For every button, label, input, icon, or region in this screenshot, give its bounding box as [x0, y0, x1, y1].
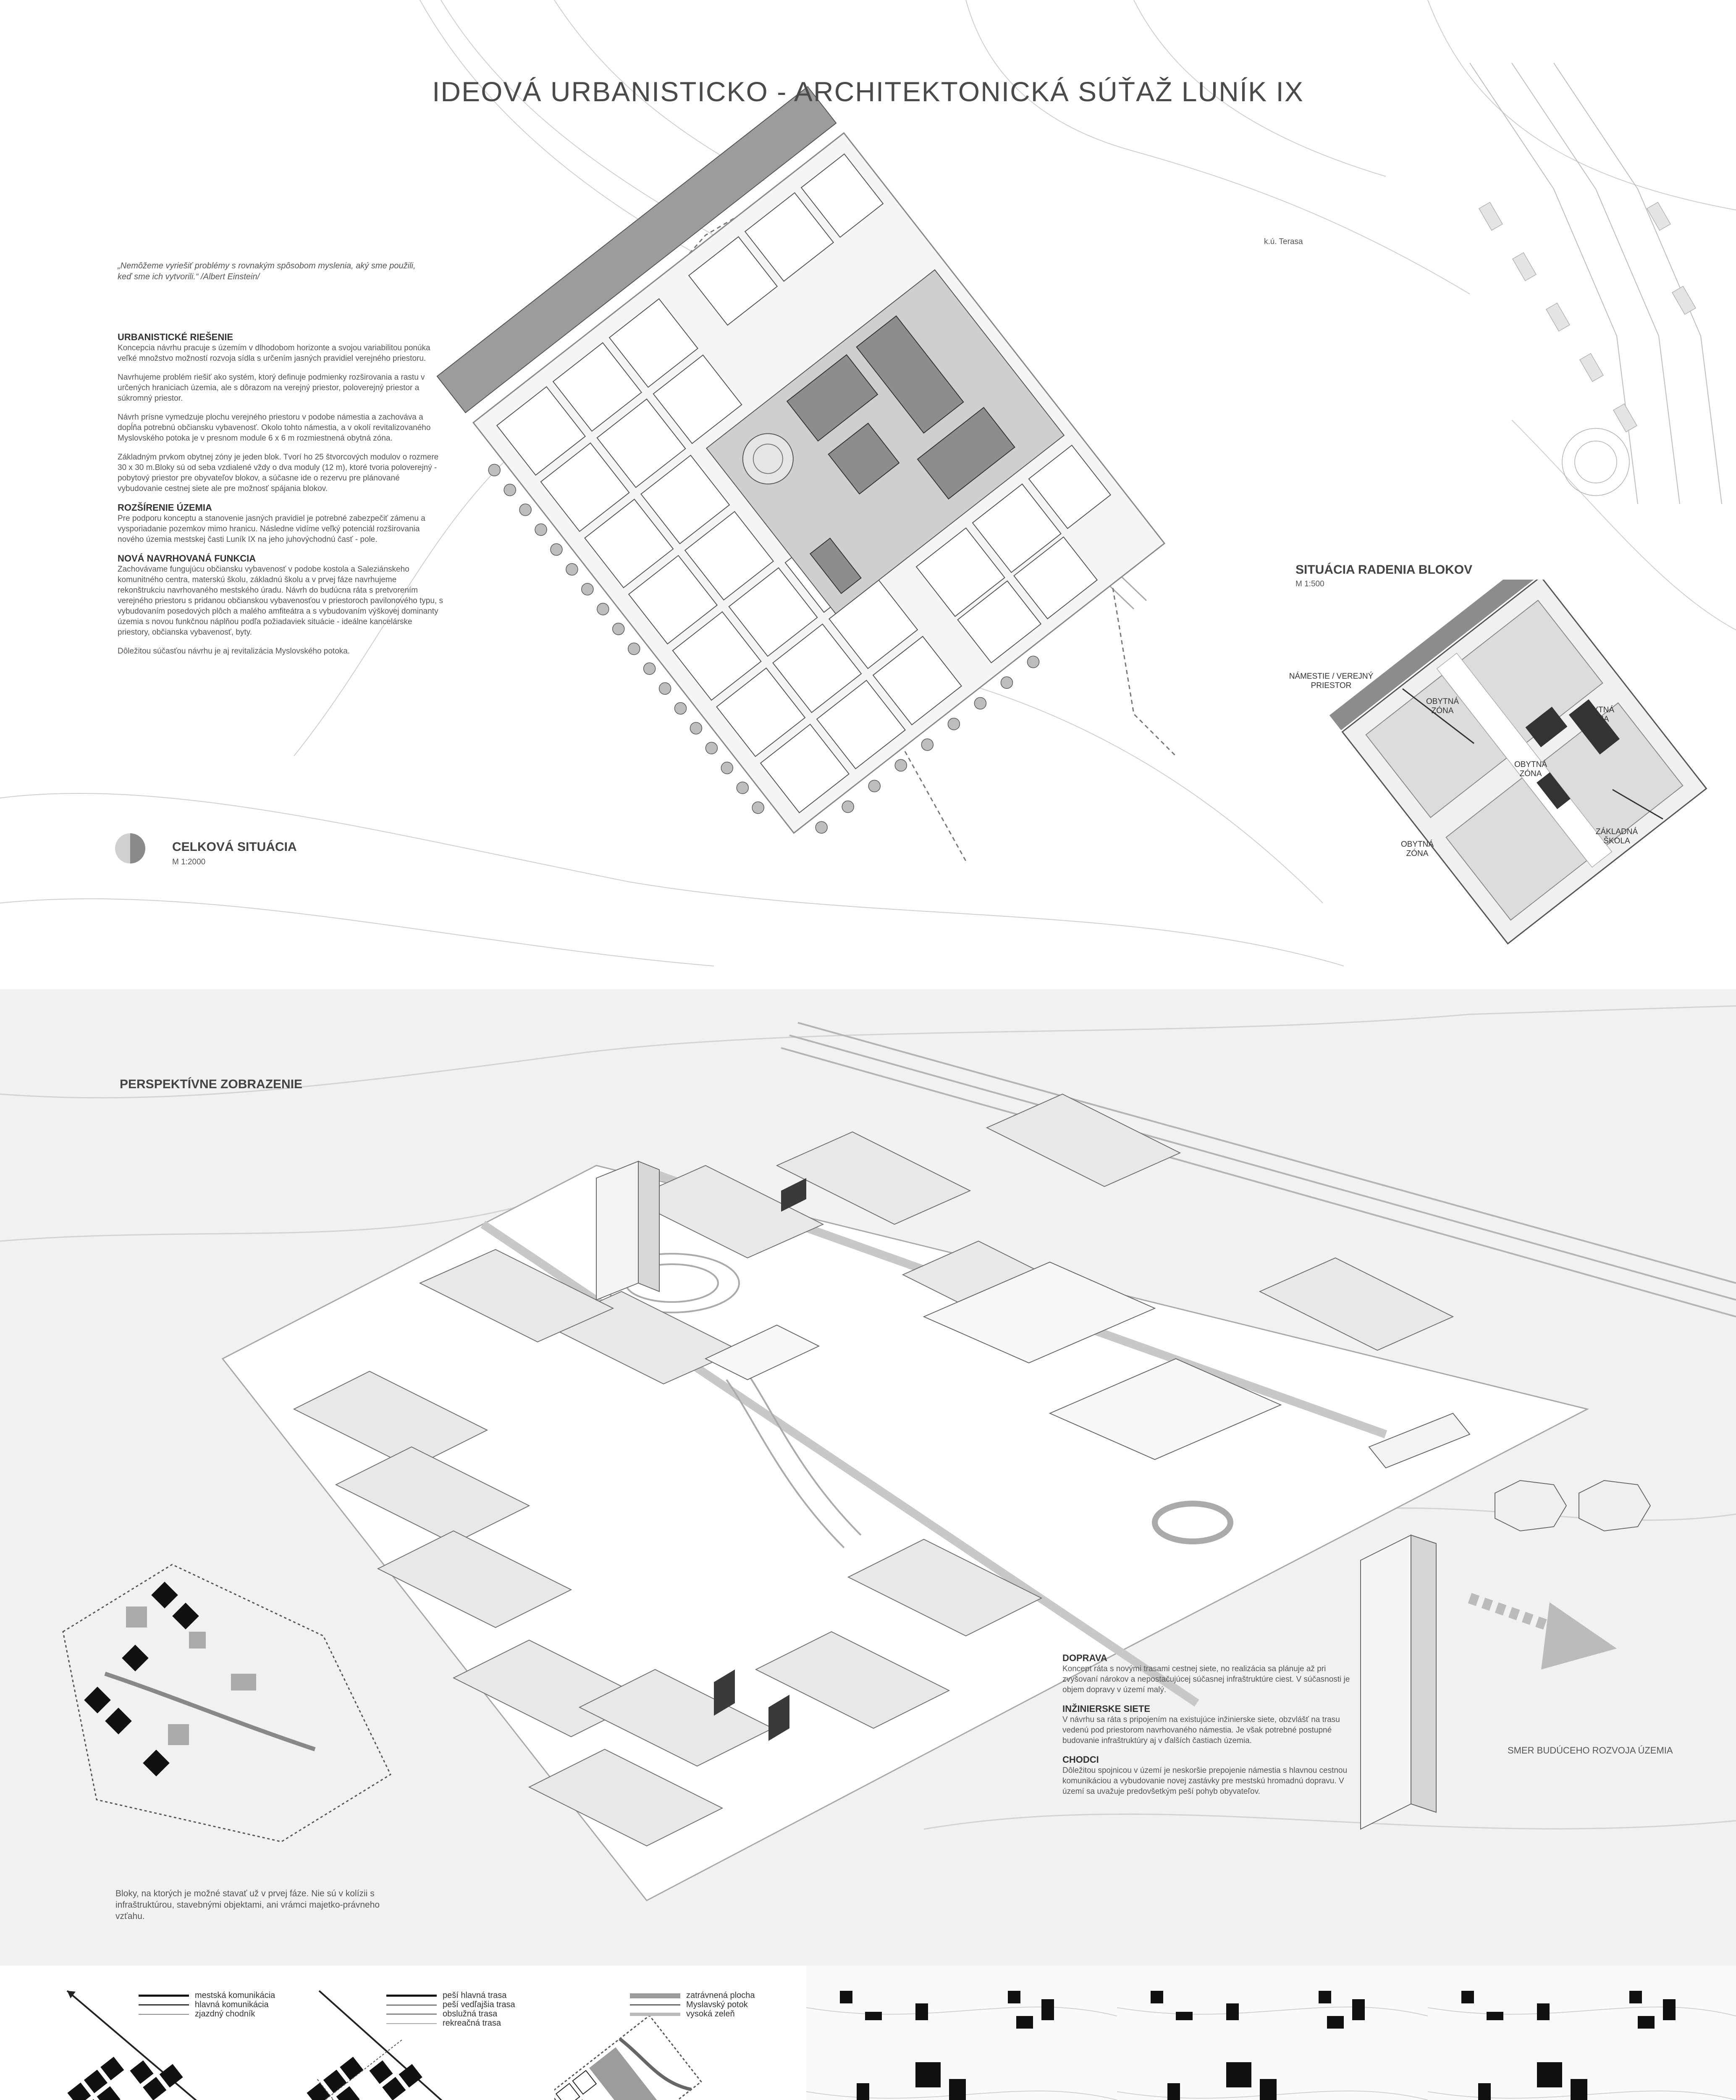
north-arrow-icon — [113, 832, 147, 865]
site-plan-scale: M 1:2000 — [172, 858, 206, 866]
funkcia-p1: Zachovávame fungujúcu občiansku vybavenosť v podobe kostola a Saleziánskeho komunitného centra, materskú školu, základnú školu a v prvej fáze navrhujeme rekonštrukciu navrhovaného mestského úradu. Návrh do budúcna ráta s pretvorením verejného priestoru s pridanou občianskou vybavenosťou v priestoroch pavilonového typu, s vybudovaním posedových plôch a malého amfiteátra a s vybudovaním výškovej dominanty územia s novou funkčnou náplňou podľa požiadaviek situácie - ideálne kancelárske priestory, občianska vybavenosť, byty. — [118, 565, 443, 637]
funkcia-p2: Dôležitou súčasťou návrhu je aj revitalizácia Myslovského potoka. — [118, 647, 350, 656]
block-plan-label: SITUÁCIA RADENIA BLOKOV — [1295, 563, 1473, 577]
annotation-school: ZÁKLADNÁ ŠKOLA — [1595, 827, 1638, 845]
annotation-zone-3: OBYTNÁ ZÓNA — [1400, 840, 1434, 858]
site-plan-label: CELKOVÁ SITUÁCIA — [172, 840, 297, 854]
legend-mestska: mestská komunikácia — [195, 1991, 275, 2000]
perspective-render — [0, 989, 1736, 1966]
top-band — [0, 0, 1736, 989]
diagram-band — [0, 1966, 1736, 2100]
urbanisticke-heading: URBANISTICKÉ RIEŠENIE — [118, 332, 233, 342]
phase-maps — [806, 1966, 1736, 2100]
legend-zelen: vysoká zeleň — [686, 2009, 735, 2019]
annotation-zone-2: OBYTNÁ ZÓNA — [1581, 706, 1615, 724]
chodci-heading: CHODCI — [1062, 1754, 1099, 1765]
urbanisticke-p3: Návrh prísne vymedzuje plochu verejného priestoru v podobe námestia a zachováva a dopĺňa potrebnú občiansku vybavenosť. Okolo tohto námestia, a v okolí revitalizovaného Myslovského potoka je v presnom module 6 x 6 m rozmiestnená obytná zóna. — [118, 413, 431, 443]
funkcia-heading: NOVÁ NAVRHOVANÁ FUNKCIA — [118, 553, 256, 564]
legend-rekreacna: rekreačná trasa — [443, 2019, 501, 2028]
legend-pesi-vedlajsia: peší vedľajšia trasa — [443, 2000, 515, 2009]
doprava-text: Koncept ráta s novými trasami cestnej siete, no realizácia sa plánuje až pri zvyšovaní nárokov a nepostačujúcej súčasnej infraštruktúre ciest. V súčasnosti je objem dopravy v území malý. — [1062, 1664, 1350, 1694]
text-column — [118, 332, 445, 665]
ku-label: k.ú. Terasa — [1264, 237, 1303, 246]
annotation-zone-4: OBYTNÁ ZÓNA — [1514, 760, 1547, 778]
siete-heading: INŽINIERSKE SIETE — [1062, 1704, 1151, 1714]
quote: „Nemôžeme vyriešiť problémy s rovnakým spôsobom myslenia, aký sme použili, keď sme ich vytvorili.“ /Albert Einstein/ — [118, 261, 416, 281]
pedestrian-legend — [386, 1991, 515, 2028]
phase-map-graphics — [806, 1966, 1736, 2100]
legend-pesi-hlavna: peší hlavná trasa — [443, 1991, 507, 2000]
direction-label: SMER BUDÚCEHO ROZVOJA ÚZEMIA — [1508, 1745, 1673, 1756]
inset-note: Bloky, na ktorých je možné stavať už v prvej fáze. Nie sú v kolízii s infraštruktúrou, stavebnými objektami, ani vrámci majetko-právneho vzťahu. — [115, 1889, 380, 1921]
traffic-legend — [139, 1991, 275, 2019]
urbanisticke-p4: Základným prvkom obytnej zóny je jeden blok. Tvorí ho 25 štvorcových modulov o rozmere 30 x 30 m.Bloky sú od seba vzdialené vždy o dva moduly (12 m), ktoré tvoria poloverejný - pobytový priestor pre obyvateľov blokov, a súčasne ide o rezervu pre plánované vybudovanie cestnej siete ale pre možnosť spájania blokov. — [118, 453, 439, 493]
annotation-zone-1: OBYTNÁ ZÓNA — [1426, 697, 1459, 715]
legend-zatravnena: zatrávnená plocha — [686, 1991, 755, 2000]
perspective-label: PERSPEKTÍVNE ZOBRAZENIE — [120, 1077, 303, 1091]
legend-hlavna: hlavná komunikácia — [195, 2000, 269, 2009]
rozsirenie-heading: ROZŠÍRENIE ÚZEMIA — [118, 502, 212, 513]
annotation-square: NÁMESTIE / VEREJNÝ PRIESTOR — [1289, 672, 1374, 690]
doprava-heading: DOPRAVA — [1062, 1653, 1107, 1663]
urbanisticke-p1: Koncepcia návrhu pracuje s územím v dlhodobom horizonte a svojou variabilitou ponúka veľké množstvo možností rozvoja sídla s určením jasných pravidiel verejného priestoru. — [118, 344, 430, 363]
block-plan-scale: M 1:500 — [1295, 580, 1324, 588]
siete-text: V návrhu sa ráta s pripojením na existujúce inžinierske siete, obzvlášť na trasu vedenú pod priestorom navrhovaného námestia. Je však potrebné postupné budovanie infraštruktúry aj v ďalších častiach územia. — [1062, 1715, 1340, 1745]
perspective-band — [0, 989, 1736, 1966]
urbanisticke-p2: Navrhujeme problém riešiť ako systém, ktorý definuje podmienky rozširovania a rastu v určených hraniciach územia, ale s dôrazom na verejný priestor, poloverejný priestor a súkromný priestor. — [118, 373, 425, 403]
legend-obsluzna: obslužná trasa — [443, 2009, 498, 2019]
legend-zjazdny: zjazdný chodník — [195, 2009, 255, 2019]
page-title: IDEOVÁ URBANISTICKO - ARCHITEKTONICKÁ SÚŤAŽ LUNÍK IX — [432, 76, 1304, 107]
chodci-text: Dôležitou spojnicou v území je neskoršie prepojenie námestia s hlavnou cestnou komunikáciou a vybudovanie novej zastávky pre mestskú hromadnú dopravu. V území sa uvažuje predovšetkým peší pohyb obyvateľov. — [1062, 1766, 1348, 1796]
legend-potok: Myslavský potok — [686, 2000, 748, 2009]
green-legend — [630, 1991, 755, 2019]
infrastructure-text — [1062, 1653, 1356, 1805]
rozsirenie-p1: Pre podporu konceptu a stanovenie jasných pravidiel je potrebné zabezpečiť zámenu a vysporiadanie pozemkov mimo hranicu. Následne vidíme veľký potenciál rozširovania nového územia mestskej časti Luník IX na jeho juhovýchodnú časť - pole. — [118, 514, 425, 544]
